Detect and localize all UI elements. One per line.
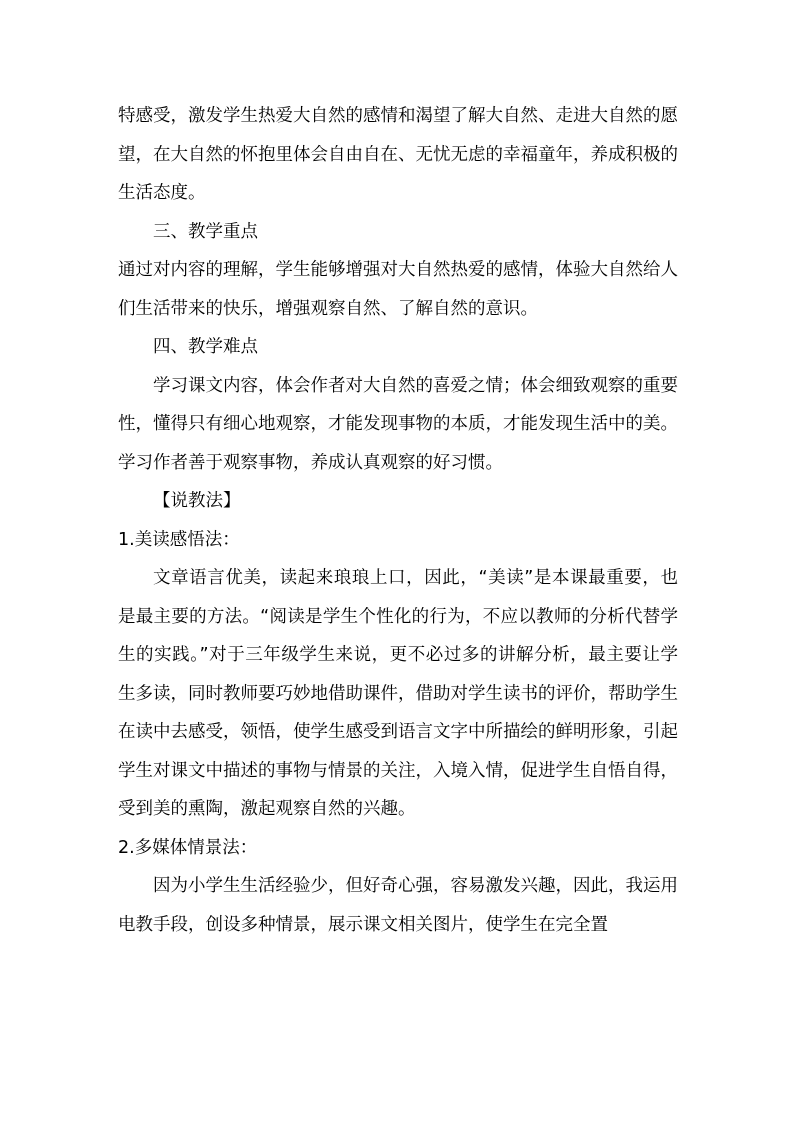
method-2-paragraph: 因为小学生生活经验少，但好奇心强，容易激发兴趣，因此，我运用电教手段，创设多种情景，展示课文相关图片，使学生在完全置: [118, 876, 678, 935]
subheading-method-1: 1.美读感悟法：: [118, 529, 240, 550]
teaching-focus-paragraph: 通过对内容的理解，学生能够增强对大自然热爱的感情，体验大自然给人们生活带来的快乐，增强观察自然、了解自然的意识。: [118, 260, 678, 319]
teaching-difficulty-paragraph: 学习课文内容，体会作者对大自然的喜爱之情；体会细致观察的重要性，懂得只有细心地观察，才能发现事物的本质，才能发现生活中的美。学习作者善于观察事物，养成认真观察的好习惯。: [118, 375, 678, 473]
section-heading-teaching-difficulty: 四、教学难点: [153, 337, 258, 357]
method-1-paragraph: 文章语言优美，读起来琅琅上口，因此，“美读”是本课最重要，也是最主要的方法。“阅读是学生个性化的行为，不应以教师的分析代替学生的实践。”对于三年级学生来说，更不必过多的讲解分析，最主要让学生多读，同时教师要巧妙地借助课件，借助对学生读书的评价，帮助学生在读中去感受，领悟，使学生感受到语言文字中所描绘的鲜明形象，引起学生对课文中描述的事物与情景的关注，入境入情，促进学生自悟自得，受到美的熏陶，激起观察自然的兴趣。: [118, 568, 678, 819]
document-body: [118, 97, 678, 944]
section-heading-teaching-methods: 【说教法】: [153, 491, 241, 511]
subheading-method-2: 2.多媒体情景法：: [118, 837, 258, 858]
section-heading-teaching-focus: 三、教学重点: [153, 221, 258, 242]
intro-paragraph: 特感受，激发学生热爱大自然的感情和渴望了解大自然、走进大自然的愿望，在大自然的怀抱里体会自由自在、无忧无虑的幸福童年，养成积极的生活态度。: [118, 106, 678, 203]
